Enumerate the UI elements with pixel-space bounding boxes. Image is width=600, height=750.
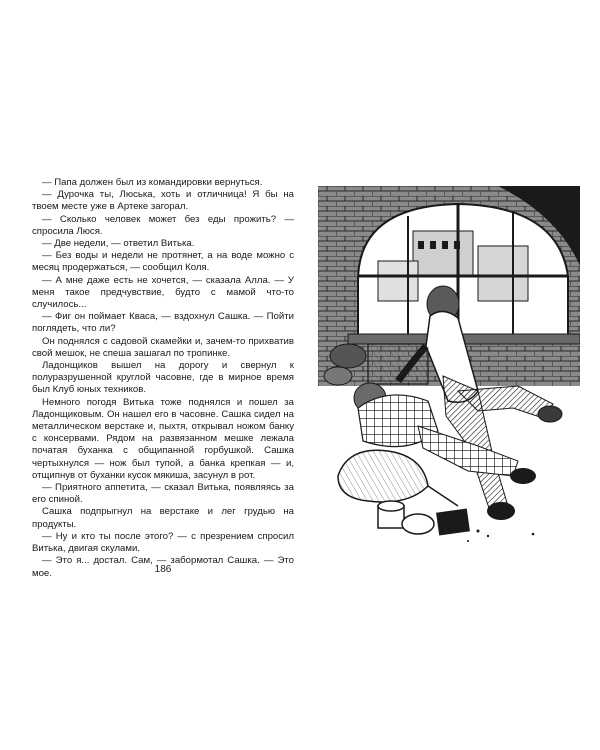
illustration bbox=[318, 186, 580, 558]
text-column bbox=[32, 177, 294, 580]
paragraph: — Дурочка ты, Люська, хоть и отличница! Я бы на твоем месте уже в Артеке загорал. bbox=[32, 189, 294, 213]
paragraph: Ладонщиков вышел на дорогу и свернул к полуразрушенной круглой часовне, где в мирное время был Клуб юных техников. bbox=[32, 360, 294, 396]
paragraph: — Фиг он поймает Кваса, — вздохнул Сашка. — Пойти поглядеть, что ли? bbox=[32, 311, 294, 335]
illustration-drawing bbox=[318, 186, 580, 558]
paragraph: — Две недели, — ответил Витька. bbox=[42, 238, 195, 250]
paragraph: — Это я... достал. Сам, — забормотал Сашка. — Это мое. bbox=[32, 555, 294, 579]
paragraph: — Приятного аппетита, — сказал Витька, появляясь за его спиной. bbox=[32, 482, 294, 506]
paragraph: — Ну и кто ты после этого? — с презрением спросил Витька, двигая скулами. bbox=[32, 530, 294, 555]
paragraph: — А мне даже есть не хочется, — сказала Алла. — У меня такое предчувствие, будто с мамой что-то случилось... bbox=[32, 274, 294, 311]
paragraph: — Без воды и недели не протянет, а на воде можно с месяц продержаться, — сообщил Коля. bbox=[32, 250, 294, 274]
paragraph: — Папа должен был из командировки вернуться. bbox=[42, 177, 263, 188]
paragraph: Немного погодя Витька тоже поднялся и пошел за Ладонщиковым. Он нашел его в часовне. Сашка сидел на металлическом верстаке и, пыхтя, открывал ножом банку с консервами. Рядом на развязанном мешке лежала початая буханка с общипанной горбушкой. Сашка чертыхнулся — нож был тупой, а банка крепкая — и, отщипнув от буханки кусок мякиша, засунул в рот. bbox=[32, 396, 294, 481]
paragraph: Сашка подпрыгнул на верстаке и лег грудью на продукты. bbox=[32, 506, 294, 530]
page-number: 186 bbox=[154, 564, 172, 575]
paragraph: — Сколько человек может без еды прожить? — спросила Люся. bbox=[32, 213, 294, 237]
paragraph: Он поднялся с садовой скамейки и, зачем-то прихватив свой мешок, не спеша зашагал по тропинке. bbox=[32, 335, 294, 359]
